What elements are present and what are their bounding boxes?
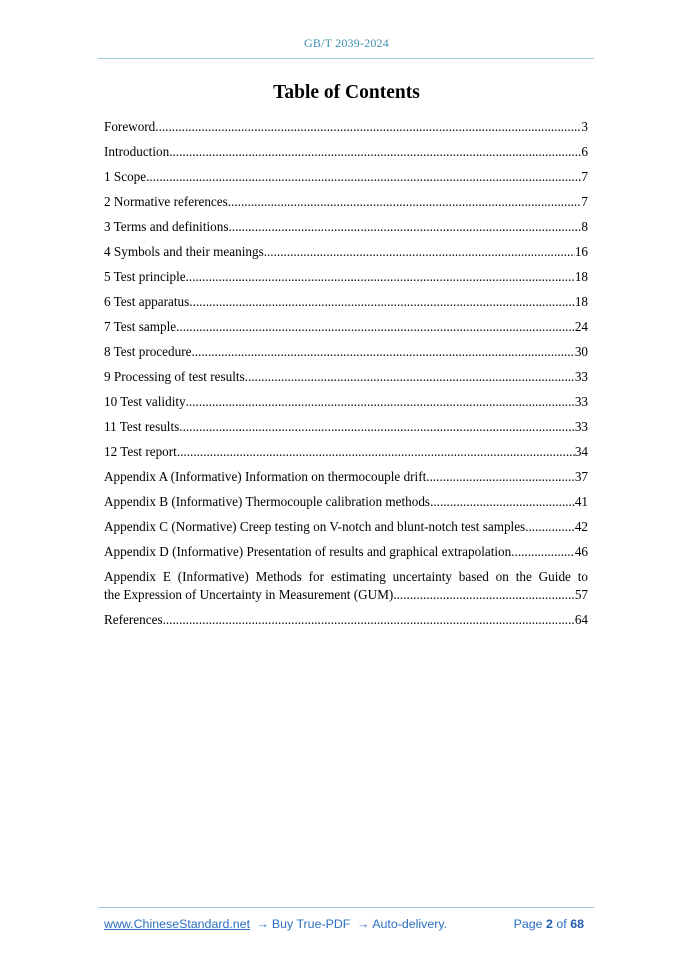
toc-entry-test-apparatus[interactable] — [104, 293, 588, 318]
toc-entry-appendix-c[interactable] — [104, 518, 588, 543]
dot-leader — [393, 586, 574, 604]
auto-delivery-text: Auto-delivery. — [372, 917, 448, 931]
toc-entry-page: 34 — [574, 444, 588, 459]
dot-leader — [511, 543, 575, 561]
toc-entry-foreword[interactable] — [104, 118, 588, 143]
toc-entry-page: 46 — [574, 544, 588, 559]
page-current: 2 — [546, 917, 553, 931]
toc-entry-title-line2: the Expression of Uncertainty in Measurement (GUM) — [104, 587, 394, 602]
toc-entry-title: 11 Test results — [104, 419, 180, 434]
toc-entry-title-line1: Appendix E (Informative) Methods for estimating uncertainty based on the Guide to — [104, 569, 588, 584]
dot-leader — [179, 418, 575, 436]
page-label: Page — [513, 917, 543, 931]
toc-entry-title: Introduction — [104, 144, 170, 159]
toc-entry-title: Appendix D (Informative) Presentation of results and graphical extrapolation — [104, 544, 512, 559]
toc-entry-test-sample[interactable] — [104, 318, 588, 343]
page-footer — [104, 917, 584, 931]
toc-entry-title: 4 Symbols and their meanings — [104, 244, 264, 259]
toc-entry-page: 7 — [581, 194, 588, 209]
toc-entry-page: 18 — [574, 294, 588, 309]
dot-leader — [186, 393, 575, 411]
toc-entry-test-results[interactable] — [104, 418, 588, 443]
toc-entry-page: 3 — [581, 119, 588, 134]
toc-entry-title: 7 Test sample — [104, 319, 177, 334]
toc-entry-title: Appendix C (Normative) Creep testing on V-notch and blunt-notch test samples — [104, 519, 526, 534]
page-of: of — [556, 917, 567, 931]
toc-entry-title: Foreword — [104, 119, 156, 134]
toc-entry-title: References — [104, 612, 163, 627]
toc-entry-test-procedure[interactable] — [104, 343, 588, 368]
toc-entry-terms-definitions[interactable] — [104, 218, 588, 243]
dot-leader — [525, 518, 575, 536]
dot-leader — [176, 318, 575, 336]
toc-entry-appendix-a[interactable] — [104, 468, 588, 493]
toc-entry-page: 18 — [574, 269, 588, 284]
toc-entry-title: 12 Test report — [104, 444, 177, 459]
toc-entry-introduction[interactable] — [104, 143, 588, 168]
toc-entry-page: 6 — [581, 144, 588, 159]
toc-entry-page: 16 — [574, 244, 588, 259]
dot-leader — [189, 293, 575, 311]
toc-entry-symbols[interactable] — [104, 243, 588, 268]
dot-leader — [430, 493, 575, 511]
site-link[interactable]: www.ChineseStandard.net — [104, 917, 251, 931]
dot-leader — [146, 168, 581, 186]
toc-entry-appendix-d[interactable] — [104, 543, 588, 568]
toc-entry-page: 33 — [574, 394, 588, 409]
dot-leader — [245, 368, 575, 386]
dot-leader — [228, 218, 581, 236]
dot-leader — [163, 611, 575, 629]
dot-leader — [264, 243, 575, 261]
page-total: 68 — [570, 917, 584, 931]
toc-entry-scope[interactable] — [104, 168, 588, 193]
page-indicator — [514, 917, 584, 931]
toc-entry-title: Appendix B (Informative) Thermocouple calibration methods — [104, 494, 431, 509]
table-of-contents — [104, 118, 588, 636]
toc-entry-references[interactable] — [104, 611, 588, 636]
toc-entry-title: 9 Processing of test results — [104, 369, 245, 384]
toc-entry-page: 8 — [581, 219, 588, 234]
dot-leader — [186, 268, 575, 286]
toc-entry-title: 3 Terms and definitions — [104, 219, 229, 234]
arrow-right-icon: → — [356, 917, 370, 931]
toc-entry-test-principle[interactable] — [104, 268, 588, 293]
toc-entry-title: Appendix A (Informative) Information on thermocouple drift — [104, 469, 427, 484]
toc-entry-processing-results[interactable] — [104, 368, 588, 393]
toc-entry-page: 41 — [574, 494, 588, 509]
toc-entry-page: 64 — [574, 612, 588, 627]
toc-entry-title: 5 Test principle — [104, 269, 186, 284]
dot-leader — [228, 193, 582, 211]
toc-entry-page: 33 — [574, 419, 588, 434]
toc-entry-title: 10 Test validity — [104, 394, 186, 409]
dot-leader — [426, 468, 575, 486]
toc-entry-appendix-e[interactable] — [104, 568, 588, 611]
dot-leader — [191, 343, 574, 361]
toc-entry-title-line2-row — [104, 586, 588, 611]
dot-leader — [177, 443, 575, 461]
toc-entry-title: 2 Normative references — [104, 194, 228, 209]
footer-divider — [98, 907, 594, 908]
toc-entry-page: 33 — [574, 369, 588, 384]
page-title: Table of Contents — [273, 82, 420, 103]
header-divider — [98, 58, 594, 59]
toc-entry-appendix-b[interactable] — [104, 493, 588, 518]
toc-entry-title: 8 Test procedure — [104, 344, 192, 359]
footer-promo — [104, 917, 447, 931]
toc-entry-title: 6 Test apparatus — [104, 294, 190, 309]
toc-entry-test-validity[interactable] — [104, 393, 588, 418]
document-header: GB/T 2039-2024 — [304, 36, 389, 50]
dot-leader — [169, 143, 581, 161]
toc-entry-page: 7 — [581, 169, 588, 184]
toc-entry-normative-references[interactable] — [104, 193, 588, 218]
toc-entry-title: 1 Scope — [104, 169, 147, 184]
buy-pdf-text: Buy True-PDF — [271, 917, 351, 931]
toc-entry-page: 37 — [574, 469, 588, 484]
dot-leader — [155, 118, 581, 136]
toc-entry-page: 42 — [574, 519, 588, 534]
toc-entry-page: 57 — [574, 587, 588, 602]
toc-entry-page: 24 — [574, 319, 588, 334]
toc-entry-page: 30 — [574, 344, 588, 359]
toc-entry-test-report[interactable] — [104, 443, 588, 468]
arrow-right-icon: → — [256, 917, 269, 931]
